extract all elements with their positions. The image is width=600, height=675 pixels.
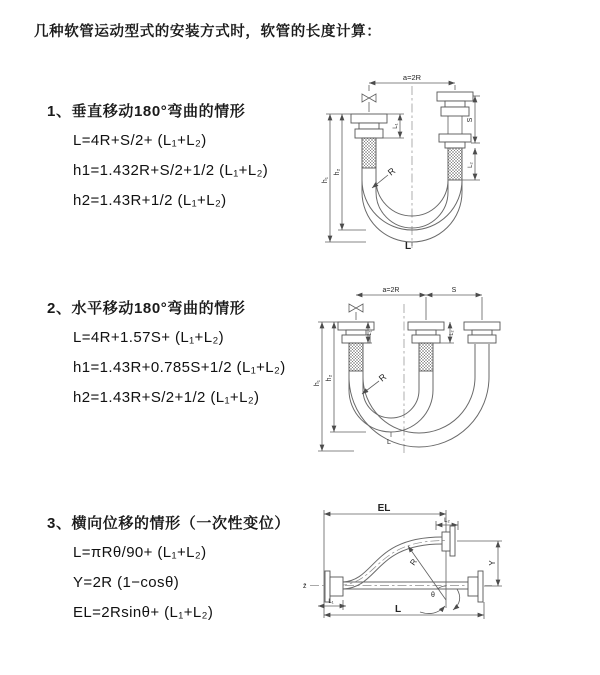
angle-theta (420, 586, 460, 614)
diagram-horizontal-180-bend (306, 282, 586, 472)
label-l2: L₂ (468, 162, 474, 168)
label-l1: L₁ (328, 599, 334, 605)
section-3-formula-L: L=πRθ/90+ (L₁+L₂) (73, 544, 207, 561)
hose-braid (448, 148, 462, 180)
label-s: S (467, 117, 474, 123)
label-s: S (451, 287, 457, 294)
section-2-formula-h2: h2=1.43R+S/2+1/2 (L₁+L₂) (73, 389, 260, 406)
hose-braid (362, 138, 376, 168)
left-pipe-fitting (351, 114, 387, 168)
diagram-2-drawing (306, 282, 586, 467)
label-h2: h₂ (334, 168, 341, 176)
left-pipe-fitting (338, 322, 374, 371)
section-vertical-movement (47, 100, 268, 222)
diagram-1-drawing (312, 68, 592, 253)
section-1-formula-L: L=4R+S/2+ (L₁+L₂) (73, 132, 207, 149)
section-2-formula-h1: h1=1.43R+0.785S+1/2 (L₁+L₂) (73, 359, 286, 376)
section-2-formula-L: L=4R+1.57S+ (L₁+L₂) (73, 329, 225, 346)
hose-braid (349, 343, 363, 371)
section-1-formula-h1: h1=1.432R+S/2+1/2 (L₁+L₂) (73, 162, 269, 179)
label-l2: L₂ (444, 518, 450, 524)
label-l: L (387, 439, 391, 446)
label-r: R (408, 557, 419, 568)
dimension-l1 (318, 599, 346, 610)
left-flange (325, 571, 343, 602)
section-3-formula-EL: EL=2Rsinθ+ (L₁+L₂) (73, 604, 214, 621)
diagram-vertical-180-bend (312, 68, 592, 258)
label-l: L (394, 604, 402, 615)
label-theta: θ (431, 592, 435, 599)
diagram-lateral-displacement (296, 500, 596, 660)
section-horizontal-movement (47, 297, 286, 419)
label-a2r: a=2R (382, 287, 400, 294)
label-h1: h₁ (322, 176, 329, 184)
lower-right-flange (468, 571, 483, 602)
label-r: R (385, 165, 398, 178)
section-3-formula-Y: Y=2R (1−cosθ) (73, 574, 180, 591)
label-r: R (376, 371, 389, 384)
label-l1: L₁ (393, 123, 399, 129)
label-l2: L₂ (449, 330, 455, 336)
radius-leader (408, 546, 446, 600)
valve-icon (362, 94, 376, 112)
hose-s-curve (338, 537, 445, 589)
label-l: L (405, 241, 412, 252)
section-1-heading: 1、垂直移动180°弯曲的情形 (47, 103, 246, 120)
page-title: 几种软管运动型式的安装方式时，软管的长度计算： (34, 24, 382, 40)
label-y: Y (488, 560, 497, 566)
radius-leader (362, 371, 389, 394)
dimension-s (426, 287, 482, 320)
section-lateral-displacement (47, 512, 290, 634)
dimension-el (324, 503, 446, 514)
label-a2r: a=2R (402, 73, 422, 82)
label-z-axis: z̄ (303, 583, 307, 590)
label-h2: h₂ (326, 374, 333, 382)
dimension-a2r (356, 287, 426, 320)
upper-flange (442, 526, 455, 556)
diagram-3-drawing (296, 500, 596, 655)
label-l1: L₁ (367, 330, 373, 336)
moved-pipe-fitting (464, 322, 500, 343)
middle-pipe-fitting (408, 322, 444, 371)
section-1-formula-h2: h2=1.43R+1/2 (L₁+L₂) (73, 192, 227, 209)
valve-icon (349, 304, 363, 320)
dimension-l (324, 602, 484, 619)
dimension-l2 (462, 148, 480, 180)
section-3-heading: 3、横向位移的情形（一次性变位） (47, 515, 290, 532)
hose-braid (419, 343, 433, 371)
label-h1: h₁ (314, 379, 321, 387)
section-2-heading: 2、水平移动180°弯曲的情形 (47, 300, 246, 317)
label-el: EL (377, 503, 391, 514)
